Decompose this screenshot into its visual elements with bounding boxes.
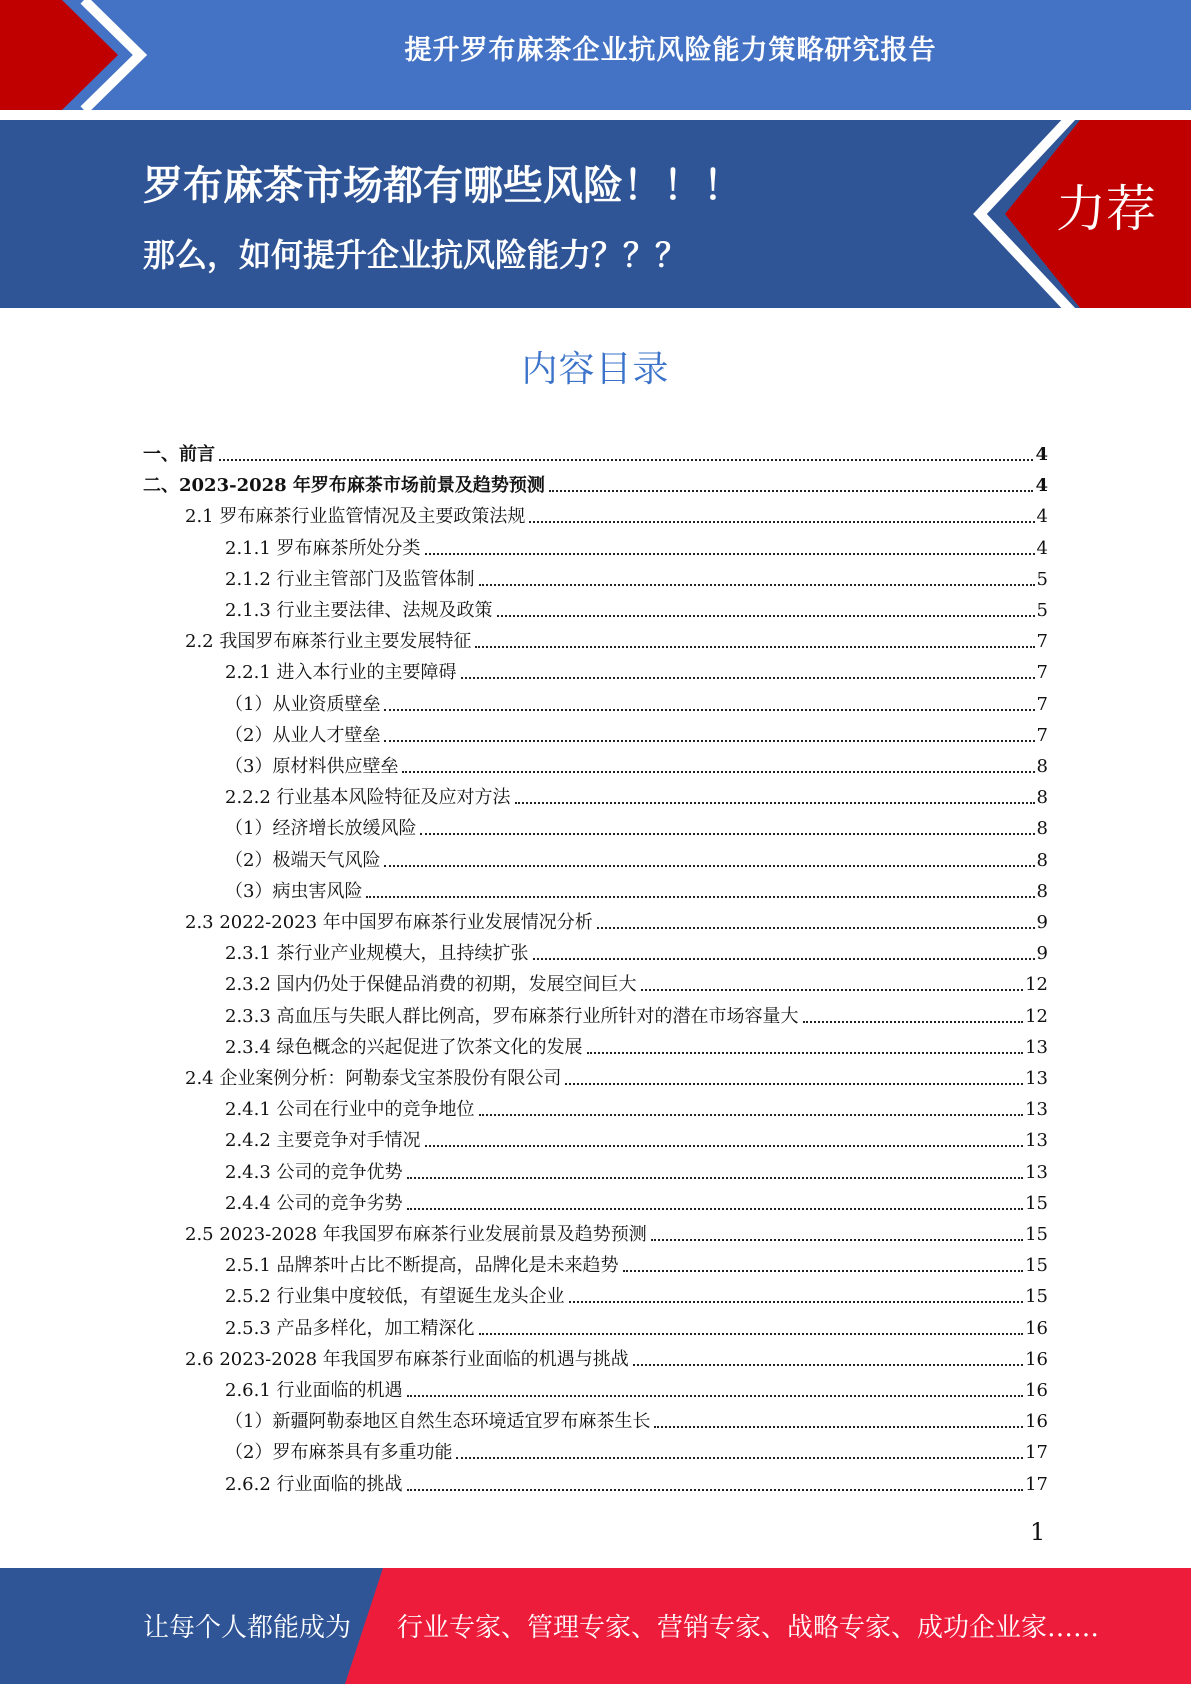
toc-entry-title: 2.5.1 品牌茶叶占比不断提高，品牌化是未来趋势 [225, 1255, 619, 1277]
toc-entry-page: 4 [1035, 475, 1048, 497]
toc-entry[interactable] [225, 686, 1048, 717]
toc-leader-dots [219, 443, 1033, 467]
toc-leader-dots [533, 942, 1035, 966]
toc-entry[interactable] [185, 498, 1048, 529]
toc-entry-page: 15 [1025, 1224, 1048, 1245]
recommend-badge: 力荐 [1056, 180, 1156, 238]
toc-entry-page: 16 [1025, 1348, 1048, 1370]
toc-leader-dots [425, 1129, 1024, 1153]
toc-leader-dots [407, 1192, 1024, 1216]
toc-entry[interactable] [225, 1122, 1048, 1153]
toc-entry-title: 2.5.2 行业集中度较低，有望诞生龙头企业 [225, 1286, 565, 1308]
toc-entry-page: 8 [1036, 818, 1048, 840]
toc-leader-dots [641, 973, 1024, 997]
toc-entry-page: 15 [1025, 1192, 1048, 1214]
toc-entry-title: 2.4.1 公司在行业中的竞争地位 [225, 1099, 475, 1121]
toc-entry[interactable] [225, 561, 1048, 592]
toc-entry-title: （1）从业资质壁垒 [225, 693, 381, 715]
toc-entry[interactable] [225, 1091, 1048, 1122]
toc-entry-title: （3）病虫害风险 [225, 880, 363, 902]
toc-entry-page: 5 [1036, 568, 1048, 590]
hero-headline: 罗布麻茶市场都有哪些风险！！！ [143, 163, 743, 209]
toc-leader-dots [420, 817, 1034, 841]
toc-entry-title: 2.4.2 主要竞争对手情况 [225, 1130, 421, 1152]
toc-entry[interactable] [225, 1185, 1048, 1216]
toc-entry-page: 8 [1036, 787, 1048, 809]
toc-entry[interactable] [225, 873, 1048, 904]
footer-slogan-left: 让每个人都能成为 [143, 1613, 352, 1643]
toc-leader-dots [515, 786, 1035, 810]
toc-leader-dots [402, 755, 1034, 779]
toc-entry-page: 7 [1036, 693, 1048, 715]
toc-entry[interactable] [185, 623, 1048, 654]
hero-banner [0, 120, 1191, 308]
toc-entry-page: 4 [1036, 506, 1048, 528]
toc-entry[interactable] [185, 1060, 1048, 1091]
toc-entry-title: 2.3 2022-2023 年中国罗布麻茶行业发展情况分析 [185, 912, 593, 933]
toc-entry[interactable] [225, 810, 1048, 841]
toc-entry-page: 15 [1025, 1286, 1048, 1308]
toc-entry-title: （2）从业人才壁垒 [225, 724, 381, 746]
toc-entry-title: （1）新疆阿勒泰地区自然生态环境适宜罗布麻茶生长 [225, 1411, 651, 1433]
toc-entry-title: 2.2.1 进入本行业的主要障碍 [225, 662, 457, 684]
toc-leader-dots [461, 661, 1035, 685]
toc-entry[interactable] [225, 1310, 1048, 1341]
toc-entry-title: 2.6.1 行业面临的机遇 [225, 1380, 403, 1401]
toc-entry-page: 7 [1036, 631, 1048, 653]
toc-entry[interactable] [225, 1372, 1048, 1403]
toc-entry-title: 2.3.1 茶行业产业规模大，且持续扩张 [225, 943, 529, 965]
toc-leader-dots [384, 849, 1034, 873]
toc-entry-title: 2.6 2023-2028 年我国罗布麻茶行业面临的机遇与挑战 [185, 1348, 629, 1370]
toc-entry[interactable] [185, 904, 1048, 935]
toc-entry[interactable] [225, 1278, 1048, 1309]
toc-leader-dots [384, 724, 1034, 748]
toc-entry-page: 17 [1025, 1473, 1048, 1495]
toc-entry[interactable] [225, 842, 1048, 873]
toc-leader-dots [425, 537, 1035, 561]
toc-leader-dots [651, 1223, 1023, 1247]
toc-entry-page: 16 [1025, 1317, 1048, 1339]
toc-entry-page: 12 [1025, 1005, 1048, 1027]
toc-entry-page: 15 [1025, 1255, 1048, 1277]
toc-entry-title: 2.3.2 国内仍处于保健品消费的初期，发展空间巨大 [225, 974, 637, 996]
toc-leader-dots [407, 1473, 1024, 1497]
toc-entry-page: 9 [1036, 943, 1048, 965]
toc-entry-title: 2.5 2023-2028 年我国罗布麻茶行业发展前景及趋势预测 [185, 1224, 647, 1245]
toc-entry-title: 2.5.3 产品多样化，加工精深化 [225, 1317, 475, 1339]
toc-leader-dots [475, 630, 1034, 654]
toc-entry[interactable] [225, 748, 1048, 779]
toc-entry-page: 16 [1025, 1380, 1048, 1401]
toc-leader-dots [456, 1441, 1023, 1465]
toc-entry-page: 17 [1025, 1442, 1048, 1464]
toc-entry-title: 2.4 企业案例分析：阿勒泰戈宝茶股份有限公司 [185, 1068, 562, 1089]
toc-leader-dots [569, 1285, 1024, 1309]
toc-leader-dots [623, 1254, 1024, 1278]
toc-leader-dots [384, 693, 1034, 717]
report-title: 提升罗布麻茶企业抗风险能力策略研究报告 [404, 35, 937, 66]
toc-entry[interactable] [225, 998, 1048, 1029]
toc-entry[interactable] [225, 592, 1048, 623]
toc-leader-dots [803, 1005, 1024, 1029]
toc-leader-dots [407, 1379, 1024, 1403]
toc-entry-title: 2.3.3 高血压与失眠人群比例高，罗布麻茶行业所针对的潜在市场容量大 [225, 1005, 799, 1027]
toc-entry-title: （3）原材料供应壁垒 [225, 756, 399, 777]
toc-entry-title: 2.1.3 行业主要法律、法规及政策 [225, 600, 493, 621]
toc-entry[interactable] [225, 1154, 1048, 1185]
toc-entry-title: 2.2 我国罗布麻茶行业主要发展特征 [185, 631, 472, 653]
toc-entry-title: 2.4.4 公司的竞争劣势 [225, 1192, 403, 1214]
toc-leader-dots [587, 1036, 1024, 1060]
toc-entry-title: 2.3.4 绿色概念的兴起促进了饮茶文化的发展 [225, 1036, 583, 1058]
toc-entry[interactable] [225, 966, 1048, 997]
toc-entry[interactable] [225, 717, 1048, 748]
toc-entry[interactable] [143, 436, 1048, 467]
toc-entry-page: 13 [1025, 1161, 1048, 1183]
toc-entry-title: 2.1 罗布麻茶行业监管情况及主要政策法规 [185, 506, 526, 528]
toc-entry-page: 5 [1036, 600, 1048, 621]
toc-leader-dots [597, 911, 1035, 935]
toc-entry-page: 13 [1025, 1036, 1048, 1058]
toc-leader-dots [529, 505, 1034, 529]
toc-entry[interactable] [225, 1403, 1048, 1434]
toc-entry-page: 8 [1036, 756, 1048, 777]
toc-leader-dots [479, 1098, 1024, 1122]
toc-entry-page: 16 [1025, 1411, 1048, 1433]
toc-entry-page: 13 [1025, 1099, 1048, 1121]
page-number: 1 [1030, 1518, 1046, 1546]
footer-slogan-right: 行业专家、管理专家、营销专家、战略专家、成功企业家…… [397, 1613, 1100, 1643]
toc-entry-page: 4 [1035, 444, 1048, 465]
toc-entry-title: （2）罗布麻茶具有多重功能 [225, 1442, 453, 1464]
toc-entry-page: 13 [1025, 1068, 1048, 1089]
toc-entry-title: 2.2.2 行业基本风险特征及应对方法 [225, 787, 511, 809]
toc-entry-title: 二、2023-2028 年罗布麻茶市场前景及趋势预测 [143, 475, 545, 497]
toc-entry-title: （1）经济增长放缓风险 [225, 818, 417, 840]
toc-entry[interactable] [225, 779, 1048, 810]
toc-entry-page: 8 [1036, 849, 1048, 871]
toc-entry-page: 8 [1036, 880, 1048, 902]
toc-entry-title: 2.4.3 公司的竞争优势 [225, 1161, 403, 1183]
toc-leader-dots [565, 1067, 1023, 1091]
toc-entry-page: 4 [1036, 537, 1048, 559]
toc-leader-dots [366, 880, 1034, 904]
toc-entry[interactable] [225, 1466, 1048, 1497]
toc-entry[interactable] [225, 935, 1048, 966]
toc-leader-dots [479, 568, 1035, 592]
toc-leader-dots [479, 1317, 1024, 1341]
toc-leader-dots [407, 1161, 1024, 1185]
toc-entry-title: 一、前言 [143, 444, 215, 465]
toc-leader-dots [497, 599, 1035, 623]
toc-entry-page: 9 [1036, 912, 1048, 933]
toc-entry[interactable] [185, 1341, 1048, 1372]
toc-entry[interactable] [185, 1216, 1048, 1247]
toc-leader-dots [549, 474, 1034, 498]
toc-entry[interactable] [143, 467, 1048, 498]
toc-entry-page: 7 [1036, 724, 1048, 746]
toc-entry-page: 12 [1025, 974, 1048, 996]
toc-entry-page: 13 [1025, 1130, 1048, 1152]
toc-entry[interactable] [225, 1434, 1048, 1465]
toc-leader-dots [654, 1410, 1023, 1434]
toc-entry[interactable] [225, 654, 1048, 685]
toc-entry-title: 2.6.2 行业面临的挑战 [225, 1473, 403, 1495]
toc-entry[interactable] [225, 1029, 1048, 1060]
toc-entry-title: 2.1.1 罗布麻茶所处分类 [225, 537, 421, 559]
toc-entry-page: 7 [1036, 662, 1048, 684]
toc-heading: 内容目录 [521, 349, 670, 390]
toc-leader-dots [633, 1348, 1023, 1372]
toc-entry-title: （2）极端天气风险 [225, 849, 381, 871]
toc-entry[interactable] [225, 1247, 1048, 1278]
toc-entry-title: 2.1.2 行业主管部门及监管体制 [225, 568, 475, 590]
toc-entry[interactable] [225, 530, 1048, 561]
hero-subheadline: 那么，如何提升企业抗风险能力？？？ [143, 236, 688, 274]
